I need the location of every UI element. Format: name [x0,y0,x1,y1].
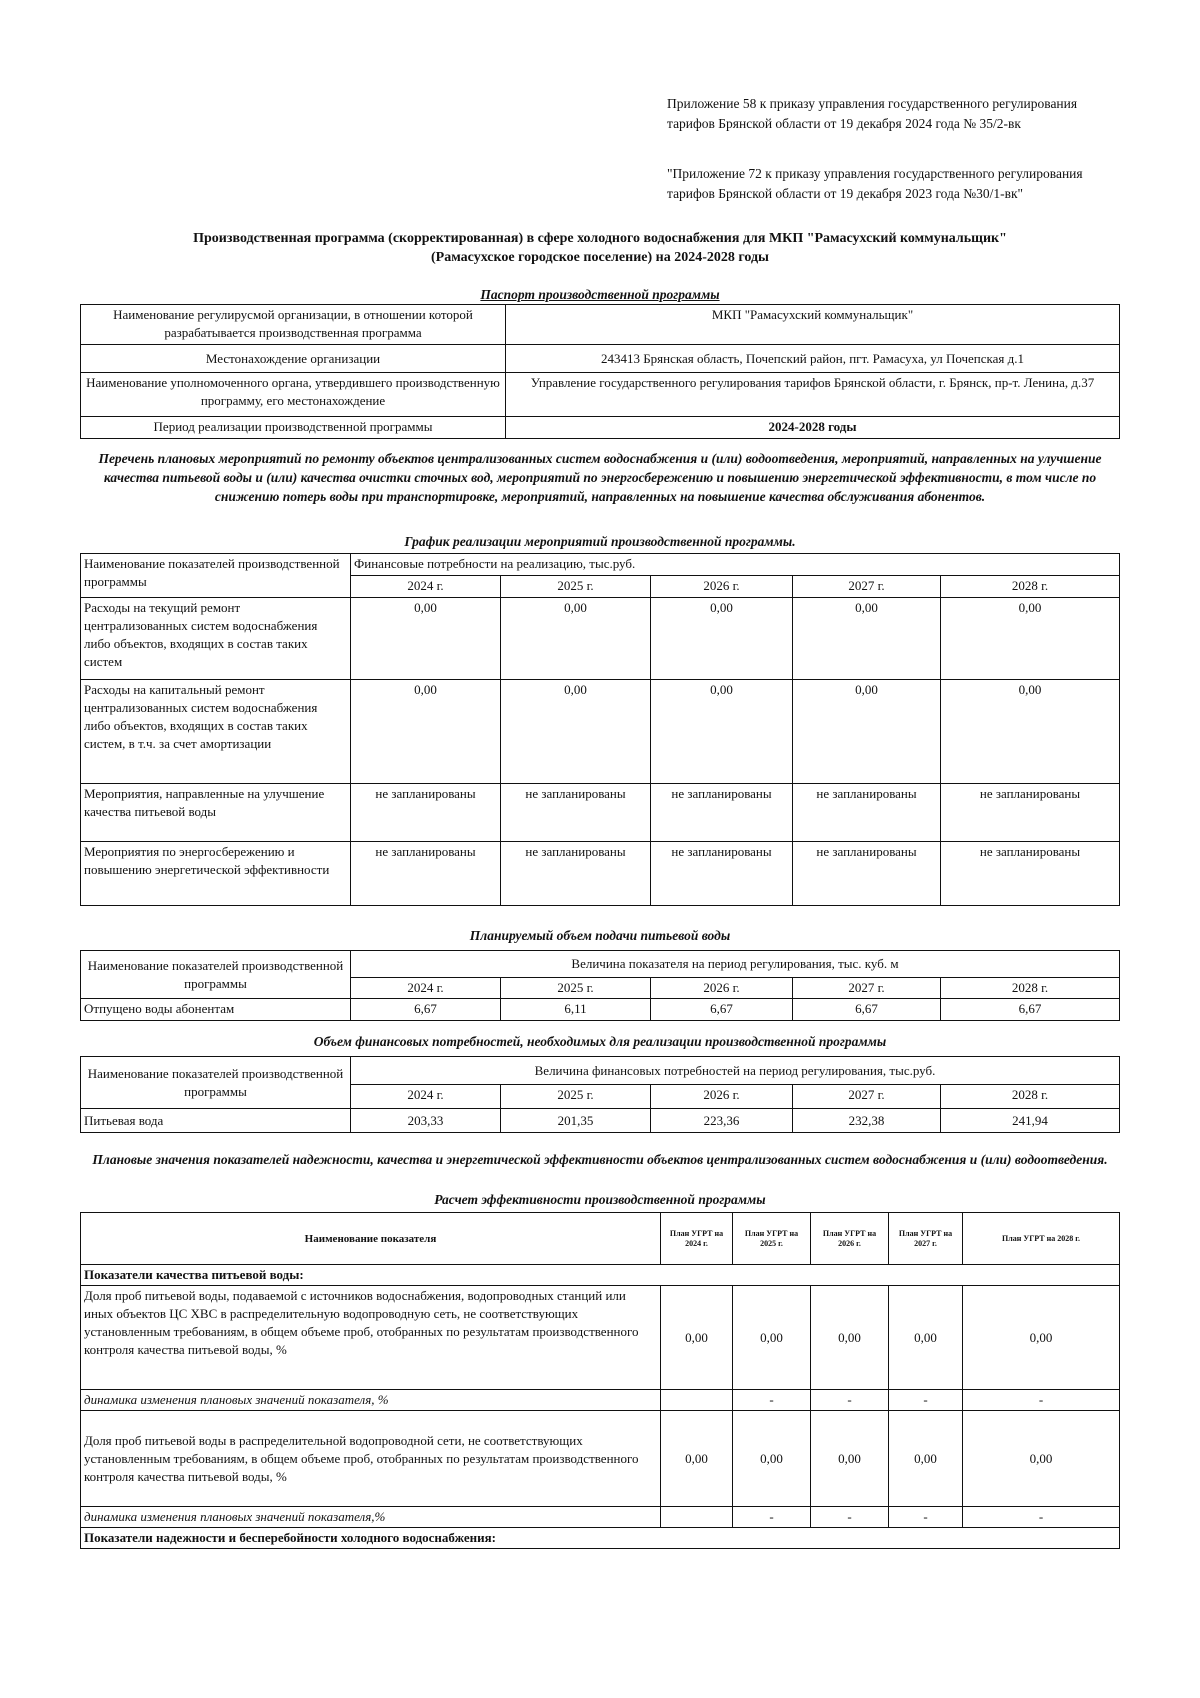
cell: - [963,1390,1120,1411]
indicator-row [81,1411,1120,1507]
document-title [80,229,1120,267]
cell: - [811,1507,889,1528]
cell: 241,94 [941,1109,1120,1133]
cell: не запланированы [501,842,651,906]
measures-row [81,784,1120,842]
measures-header-group: Финансовые потребности на реализацию, тыс.руб. [351,554,1120,576]
cell: 0,00 [351,680,501,784]
indicator-label: Доля проб питьевой воды в распределительной водопроводной сети, не соответствующих установленным требованиям, в общем объеме проб, отобранных по результатам производственного контроля качества питьевой воды, % [81,1411,661,1507]
cell: 0,00 [963,1411,1120,1507]
cell: не запланированы [941,842,1120,906]
cell: 0,00 [793,680,941,784]
year-header: 2028 г. [941,978,1120,999]
cell: 0,00 [661,1411,733,1507]
cell: 0,00 [889,1286,963,1390]
cell: не запланированы [351,784,501,842]
passport-label: Местонахождение организации [81,345,506,373]
plan-header: План УГРТ на 2026 г. [811,1213,889,1265]
plan-header: План УГРТ на 2028 г. [963,1213,1120,1265]
year-header: 2028 г. [941,576,1120,598]
passport-label: Наименование уполномоченного органа, утвердившего производственную программу, его местонахождение [81,373,506,417]
passport-row [81,345,1120,373]
row-label: Питьевая вода [81,1109,351,1133]
year-header: 2025 г. [501,978,651,999]
indicators-caption: Плановые значения показателей надежности, качества и энергетической эффективности объектов централизованных систем водоснабжения и (или) водоотведения. [92,1152,1108,1167]
year-header: 2026 г. [651,978,793,999]
cell: 0,00 [733,1411,811,1507]
cell: 0,00 [651,680,793,784]
measures-row [81,680,1120,784]
indicator-header-label: Наименование показателя [81,1213,661,1265]
cell: не запланированы [651,784,793,842]
year-header: 2024 г. [351,978,501,999]
volume-caption: Планируемый объем подачи питьевой воды [469,928,731,943]
year-header: 2025 г. [501,576,651,598]
indicator-row [81,1286,1120,1390]
cell: 0,00 [733,1286,811,1390]
measures-row [81,598,1120,680]
passport-row [81,373,1120,417]
cell: 6,67 [651,999,793,1021]
measures-table [80,553,1120,906]
title-line-2: (Рамасухское городское поселение) на 2024-2028 годы [431,250,769,265]
dynamics-label: динамика изменения плановых значений показателя, % [81,1390,661,1411]
cell: 0,00 [651,598,793,680]
row-label: Расходы на капитальный ремонт централизованных систем водоснабжения либо объектов, входящих в состав таких систем, в т.ч. за счет амортизации [81,680,351,784]
volume-header-group: Величина показателя на период регулирования, тыс. куб. м [351,951,1120,978]
dynamics-row [81,1507,1120,1528]
year-header: 2027 г. [793,576,941,598]
year-header: 2028 г. [941,1085,1120,1109]
passport-caption: Паспорт производственной программы [480,287,720,302]
passport-value: 2024-2028 годы [506,417,1120,439]
row-label: Мероприятия, направленные на улучшение качества питьевой воды [81,784,351,842]
cell: не запланированы [501,784,651,842]
cell: 0,00 [501,680,651,784]
passport-row [81,305,1120,345]
calc-caption: Расчет эффективности производственной программы [434,1192,766,1207]
cell: 6,67 [793,999,941,1021]
year-header: 2026 г. [651,576,793,598]
passport-value: МКП "Рамасухский коммунальщик" [506,305,1120,345]
cell: не запланированы [941,784,1120,842]
passport-label: Наименование регулирусмой организации, в отношении которой разрабатывается производственная программа [81,305,506,345]
volume-table [80,950,1120,1021]
plan-header: План УГРТ на 2027 г. [889,1213,963,1265]
finance-header-label: Наименование показателей производственной программы [81,1057,351,1109]
section-heading: Показатели качества питьевой воды: [81,1265,1120,1286]
measures-caption: Перечень плановых мероприятий по ремонту объектов централизованных систем водоснабжения и (или) водоотведения, мероприятий, направленных на улучшение качества питьевой воды и (или) качества очистки сточных вод, мероприятий по энергосбережению и повышению энергетической эффективности, в том числе по снижению потерь воды при транспортировке, мероприятий, направленных на повышение качества обслуживания абонентов. [98,451,1102,504]
cell: 203,33 [351,1109,501,1133]
plan-header: План УГРТ на 2025 г. [733,1213,811,1265]
plan-header: План УГРТ на 2024 г. [661,1213,733,1265]
year-header: 2027 г. [793,1085,941,1109]
cell: 223,36 [651,1109,793,1133]
finance-row [81,1109,1120,1133]
cell: 0,00 [501,598,651,680]
passport-value: 243413 Брянская область, Почепский район, пгт. Рамасуха, ул Почепская д.1 [506,345,1120,373]
year-header: 2027 г. [793,978,941,999]
cell [661,1390,733,1411]
cell: - [733,1507,811,1528]
cell: - [963,1507,1120,1528]
cell: 0,00 [811,1411,889,1507]
cell: 6,67 [941,999,1120,1021]
cell: - [733,1390,811,1411]
year-header: 2025 г. [501,1085,651,1109]
schedule-caption: График реализации мероприятий производственной программы. [404,534,796,549]
cell: 0,00 [941,598,1120,680]
cell: - [889,1390,963,1411]
indicator-label: Доля проб питьевой воды, подаваемой с источников водоснабжения, водопроводных станций или иных объектов ЦС ХВС в распределительную водопроводную сеть, не соответствующих установленным требованиям, в общем объеме проб, отобранных по результатам производственного контроля качества питьевой воды, % [81,1286,661,1390]
cell: не запланированы [651,842,793,906]
cell: 0,00 [351,598,501,680]
section-heading: Показатели надежности и бесперебойности холодного водоснабжения: [81,1528,1120,1549]
finance-table [80,1056,1120,1133]
annex-note-2: "Приложение 72 к приказу управления государственного регулирования тарифов Брянской области от 19 декабря 2023 года №30/1-вк" [667,166,1083,201]
passport-label: Период реализации производственной программы [81,417,506,439]
volume-row [81,999,1120,1021]
passport-table [80,304,1120,439]
cell: не запланированы [351,842,501,906]
cell: 0,00 [793,598,941,680]
cell: 232,38 [793,1109,941,1133]
cell: не запланированы [793,784,941,842]
cell [661,1507,733,1528]
cell: - [811,1390,889,1411]
cell: 201,35 [501,1109,651,1133]
cell: 0,00 [889,1411,963,1507]
dynamics-label: динамика изменения плановых значений показателя,% [81,1507,661,1528]
indicators-table [80,1212,1120,1549]
cell: 6,67 [351,999,501,1021]
measures-row [81,842,1120,906]
cell: 6,11 [501,999,651,1021]
cell: не запланированы [793,842,941,906]
cell: 0,00 [811,1286,889,1390]
passport-row [81,417,1120,439]
volume-header-label: Наименование показателей производственной программы [81,951,351,999]
finance-header-group: Величина финансовых потребностей на период регулирования, тыс.руб. [351,1057,1120,1085]
dynamics-row [81,1390,1120,1411]
year-header: 2026 г. [651,1085,793,1109]
year-header: 2024 г. [351,1085,501,1109]
measures-header-label: Наименование показателей производственной программы [81,554,351,598]
cell: - [889,1507,963,1528]
year-header: 2024 г. [351,576,501,598]
annex-note-1: Приложение 58 к приказу управления государственного регулирования тарифов Брянской области от 19 декабря 2024 года № 35/2-вк [667,96,1078,131]
finance-caption: Объем финансовых потребностей, необходимых для реализации производственной программы [313,1034,887,1049]
title-line-1: Производственная программа (скорректированная) в сфере холодного водоснабжения для МКП "Рамасухский коммунальщик" [193,231,1007,246]
cell: 0,00 [661,1286,733,1390]
row-label: Расходы на текущий ремонт централизованных систем водоснабжения либо объектов, входящих в состав таких систем [81,598,351,680]
passport-value: Управление государственного регулирования тарифов Брянской области, г. Брянск, пр-т. Ленина, д.37 [506,373,1120,417]
row-label: Мероприятия по энергосбережению и повышению энергетической эффективности [81,842,351,906]
cell: 0,00 [941,680,1120,784]
cell: 0,00 [963,1286,1120,1390]
row-label: Отпущено воды абонентам [81,999,351,1021]
